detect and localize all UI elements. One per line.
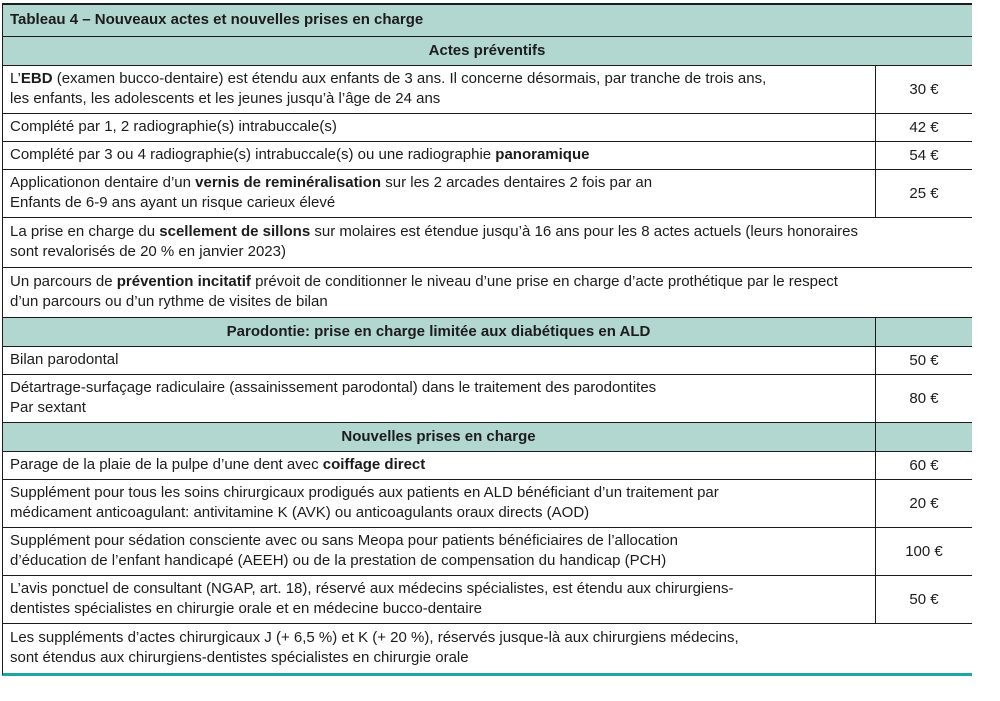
emphasized-text: EBD <box>20 70 53 87</box>
text-line <box>10 145 867 165</box>
table-row-item <box>3 66 972 114</box>
row-price-cell: 25 € <box>875 170 972 217</box>
text-line <box>10 272 964 292</box>
plain-text: les enfants, les adolescents et les jeunes jusqu’à l’âge de 24 ans <box>10 90 441 107</box>
table-row-item <box>3 375 972 423</box>
emphasized-text: prévention incitatif <box>116 273 251 290</box>
text-line <box>10 222 964 242</box>
plain-text: L’ <box>10 70 21 87</box>
row-price-cell: 100 € <box>875 528 972 575</box>
row-text-cell <box>3 37 972 65</box>
emphasized-text: scellement de sillons <box>159 223 311 240</box>
plain-text: médicament anticoagulant: antivitamine K (AVK) ou anticoagulants oraux directs (AOD) <box>10 504 590 521</box>
table-row-item <box>3 528 972 576</box>
row-text-cell <box>3 318 875 346</box>
plain-text: Complété par 3 ou 4 radiographie(s) intrabuccale(s) ou une radiographie <box>10 146 496 163</box>
plain-text: L’avis ponctuel de consultant (NGAP, art. 18), réservé aux médecins spécialistes, est étendu aux chirurgiens- <box>10 580 734 597</box>
row-price-cell: 42 € <box>875 114 972 141</box>
table-row-item <box>3 576 972 624</box>
table-row-item <box>3 170 972 218</box>
table-row-item <box>3 114 972 142</box>
text-line <box>10 41 964 61</box>
text-line <box>10 242 964 262</box>
text-line <box>10 69 867 89</box>
emphasized-text: vernis de reminéralisation <box>195 174 382 191</box>
row-text-cell <box>3 5 972 36</box>
emphasized-text: panoramique <box>495 146 590 163</box>
table-row-section_full <box>3 37 972 66</box>
text-line <box>10 378 867 398</box>
row-price-cell: 50 € <box>875 347 972 374</box>
row-price-cell: 60 € <box>875 452 972 479</box>
row-text-cell <box>3 142 875 169</box>
row-text-cell <box>3 480 875 527</box>
plain-text: prévoit de conditionner le niveau d’une prise en charge d’acte prothétique par le respect <box>250 273 838 290</box>
plain-text: sur molaires est étendue jusqu’à 16 ans pour les 8 actes actuels (leurs honoraires <box>310 223 858 240</box>
text-line <box>10 193 867 213</box>
row-price-cell: 54 € <box>875 142 972 169</box>
plain-text: dentistes spécialistes en chirurgie orale et en médecine bucco-dentaire <box>10 600 482 617</box>
table-row-note <box>3 268 972 318</box>
text-line <box>10 483 867 503</box>
plain-text: Bilan parodontal <box>10 351 119 368</box>
emphasized-text: Parodontie: prise en charge limitée aux diabétiques en ALD <box>226 323 651 340</box>
text-line <box>10 398 867 418</box>
text-line <box>10 173 867 193</box>
table-row-item <box>3 452 972 480</box>
plain-text: La prise en charge du <box>10 223 160 240</box>
plain-text: Supplément pour sédation consciente avec ou sans Meopa pour patients bénéficiaires de l’allocation <box>10 532 678 549</box>
row-text-cell <box>3 66 875 113</box>
plain-text: Parage de la plaie de la pulpe d’une dent avec <box>10 456 323 473</box>
row-text-cell <box>3 268 972 317</box>
emphasized-text: coiffage direct <box>322 456 426 473</box>
table-row-item <box>3 480 972 528</box>
text-line <box>10 455 867 475</box>
row-text-cell <box>3 114 875 141</box>
row-text-cell <box>3 528 875 575</box>
table-row-note <box>3 624 972 673</box>
text-line <box>10 579 867 599</box>
plain-text: sur les 2 arcades dentaires 2 fois par an <box>381 174 653 191</box>
emphasized-text: Nouvelles prises en charge <box>341 428 536 445</box>
text-line <box>10 628 964 648</box>
row-price-cell: 80 € <box>875 375 972 422</box>
text-line <box>10 503 867 523</box>
plain-text: Applicationon dentaire d’un <box>10 174 196 191</box>
row-price-cell <box>875 423 972 451</box>
row-text-cell <box>3 218 972 267</box>
table-row-item <box>3 142 972 170</box>
plain-text: d’éducation de l’enfant handicapé (AEEH) ou de la prestation de compensation du handicap (PCH) <box>10 552 667 569</box>
emphasized-text: Tableau 4 – Nouveaux actes et nouvelles prises en charge <box>10 11 424 28</box>
row-text-cell <box>3 576 875 623</box>
text-line <box>10 350 867 370</box>
table-row-section <box>3 423 972 452</box>
text-line <box>10 322 867 342</box>
row-text-cell <box>3 375 875 422</box>
text-line <box>10 551 867 571</box>
text-line <box>10 10 964 30</box>
plain-text: Par sextant <box>10 399 86 416</box>
plain-text: d’un parcours ou d’un rythme de visites de bilan <box>10 293 328 310</box>
plain-text: Complété par 1, 2 radiographie(s) intrabuccale(s) <box>10 118 337 135</box>
text-line <box>10 648 964 668</box>
row-price-cell: 20 € <box>875 480 972 527</box>
text-line <box>10 427 867 447</box>
row-price-cell: 30 € <box>875 66 972 113</box>
plain-text: Enfants de 6-9 ans ayant un risque carieux élevé <box>10 194 336 211</box>
plain-text: sont revalorisés de 20 % en janvier 2023) <box>10 243 286 260</box>
row-text-cell <box>3 624 972 673</box>
plain-text: Un parcours de <box>10 273 117 290</box>
row-text-cell <box>3 452 875 479</box>
plain-text: (examen bucco-dentaire) est étendu aux enfants de 3 ans. Il concerne désormais, par tranche de trois ans, <box>52 70 767 87</box>
table-row-section <box>3 318 972 347</box>
text-line <box>10 531 867 551</box>
pricing-table <box>2 3 972 676</box>
plain-text: Les suppléments d’actes chirurgicaux J (+ 6,5 %) et K (+ 20 %), réservés jusque-là aux chirurgiens médecins, <box>10 629 739 646</box>
plain-text: Supplément pour tous les soins chirurgicaux prodigués aux patients en ALD bénéficiant d’un traitement par <box>10 484 719 501</box>
text-line <box>10 292 964 312</box>
row-text-cell <box>3 423 875 451</box>
plain-text: Détartrage-surfaçage radiculaire (assainissement parodontal) dans le traitement des parodontites <box>10 379 657 396</box>
table-row-note <box>3 218 972 268</box>
row-price-cell: 50 € <box>875 576 972 623</box>
table-row-item <box>3 347 972 375</box>
text-line <box>10 89 867 109</box>
text-line <box>10 599 867 619</box>
emphasized-text: Actes préventifs <box>428 42 546 59</box>
table-row-title <box>3 5 972 37</box>
row-text-cell <box>3 347 875 374</box>
row-text-cell <box>3 170 875 217</box>
plain-text: sont étendus aux chirurgiens-dentistes spécialistes en chirurgie orale <box>10 649 469 666</box>
row-price-cell <box>875 318 972 346</box>
text-line <box>10 117 867 137</box>
